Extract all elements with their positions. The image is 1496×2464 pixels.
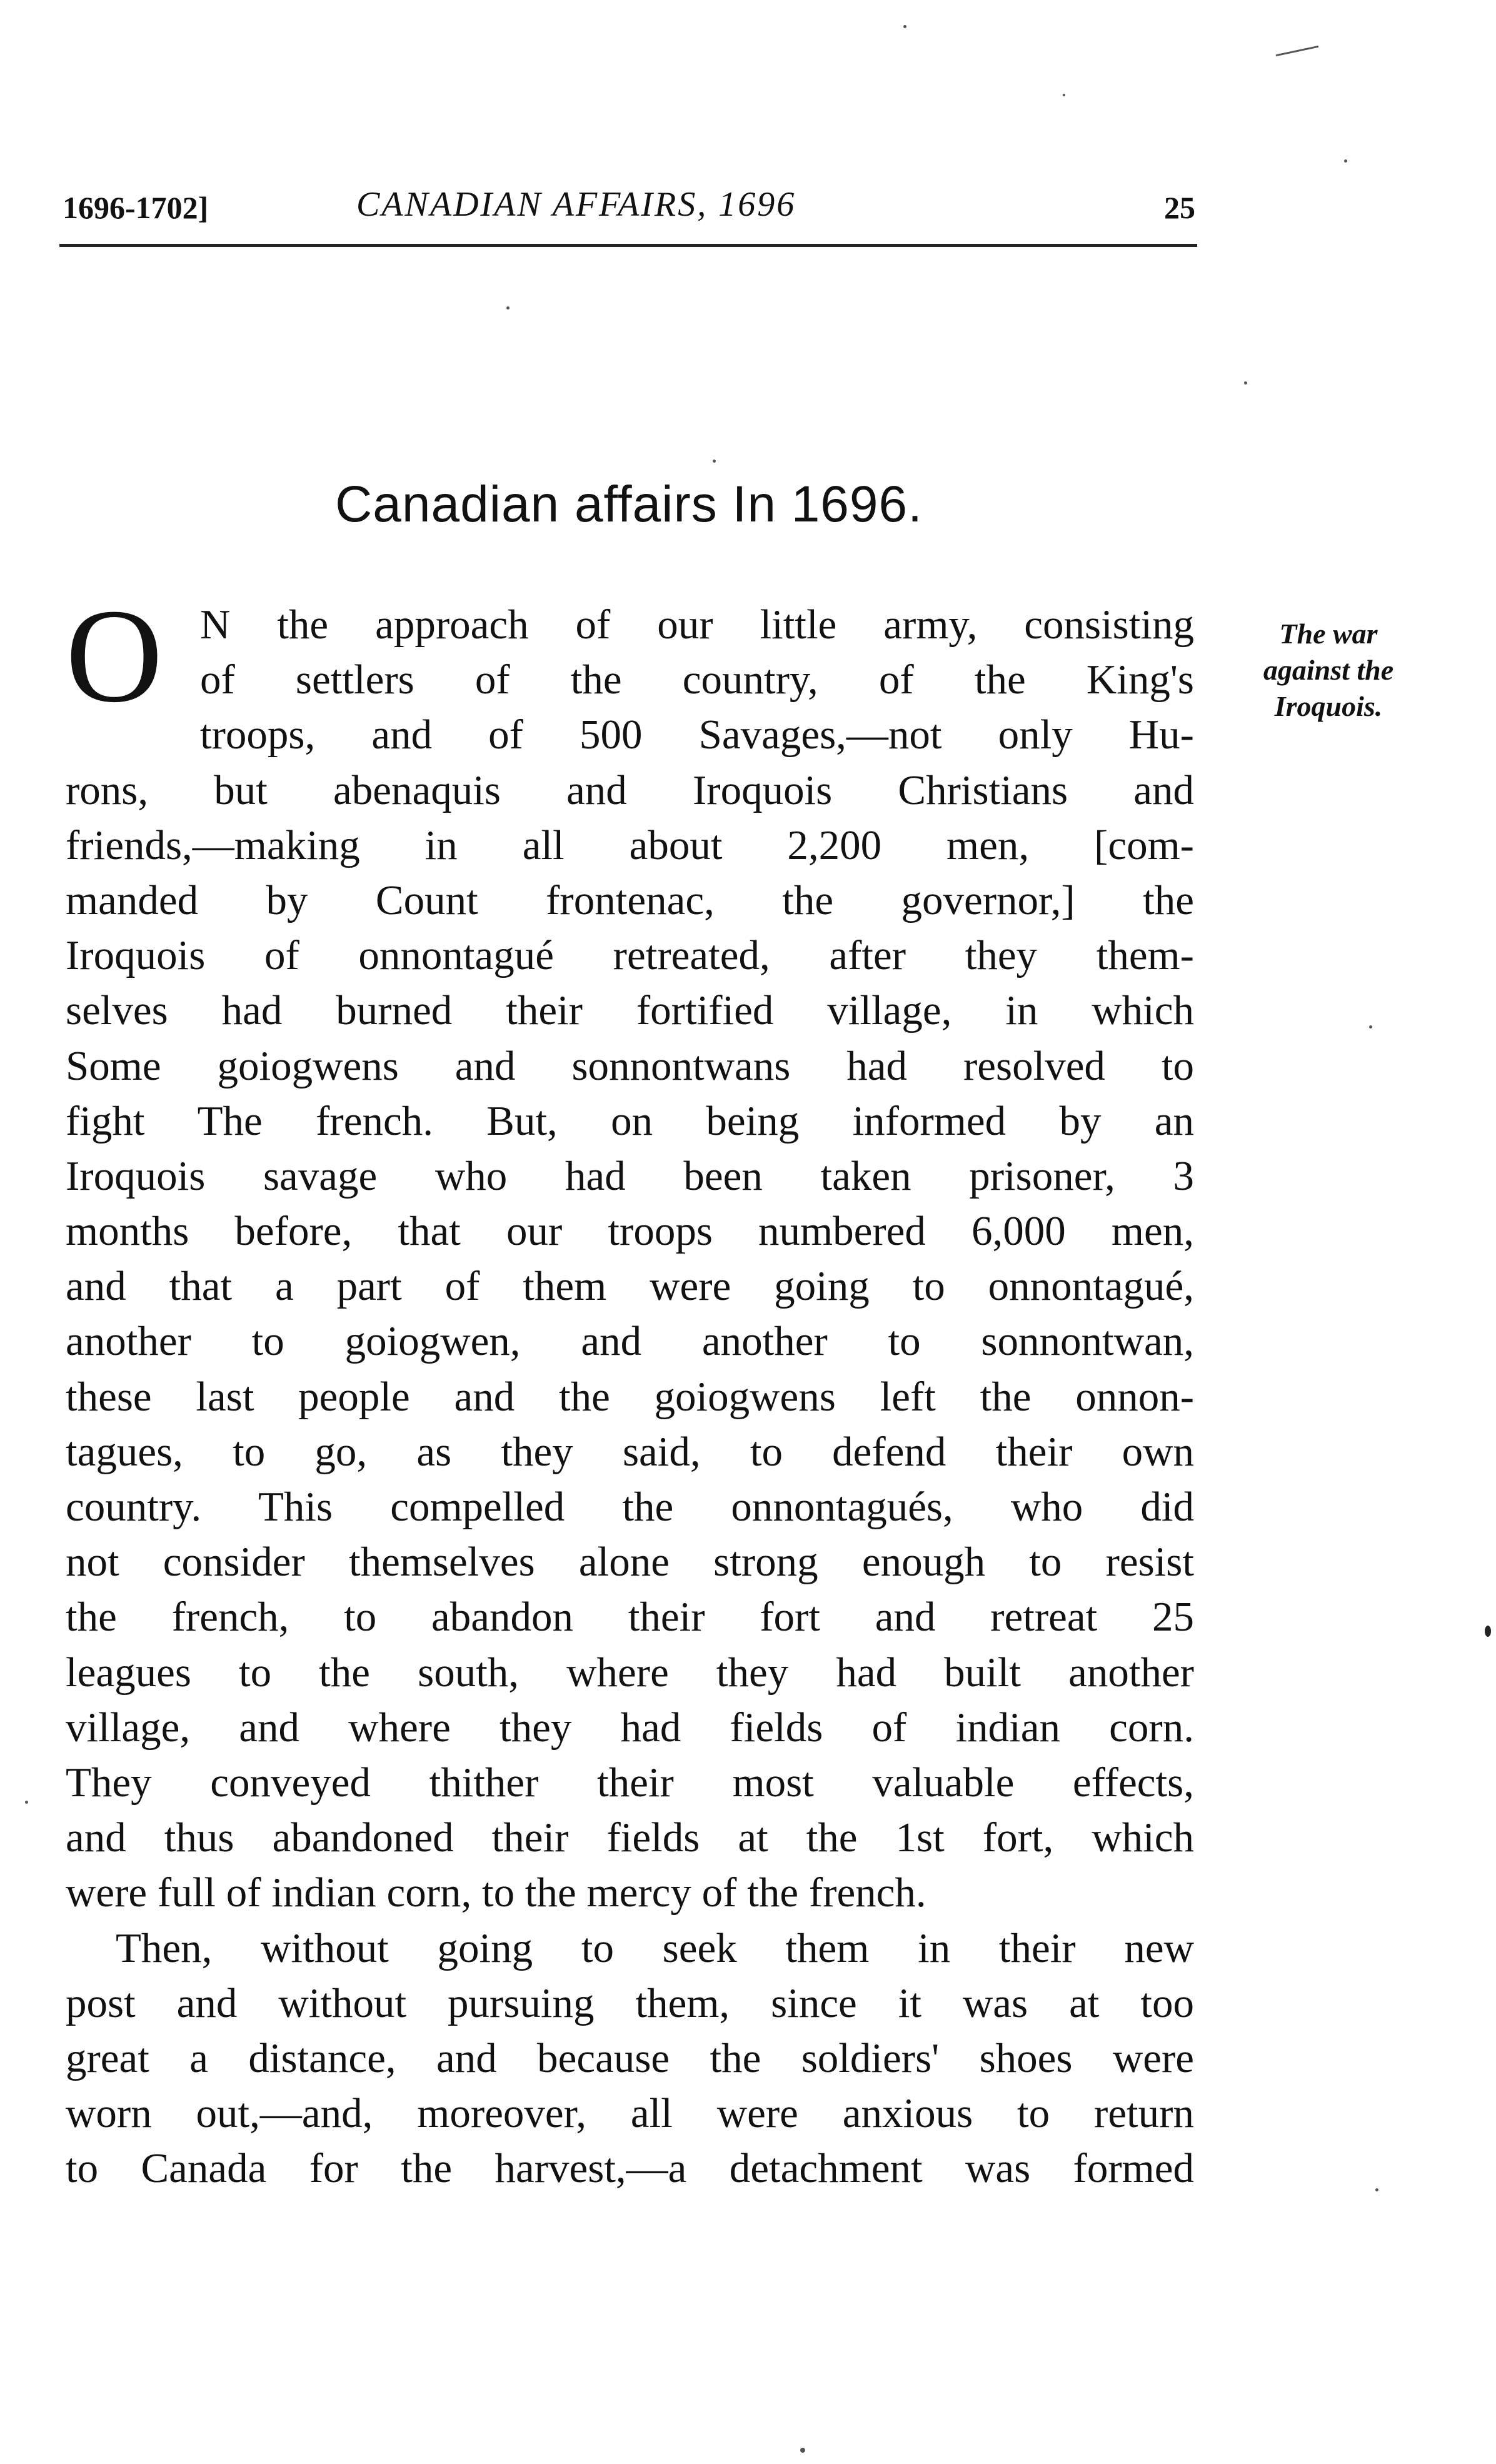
text-line: rons, but abenaquis and Iroquois Christians and xyxy=(66,767,1194,813)
scan-speck xyxy=(25,1801,28,1804)
scan-speck xyxy=(1375,2188,1378,2191)
text-line: selves had burned their fortified village, in which xyxy=(66,987,1194,1034)
scan-speck xyxy=(1369,1025,1372,1028)
chapter-title: Canadian affairs In 1696. xyxy=(335,476,923,533)
text-line: Iroquois savage who had been taken prisoner, 3 xyxy=(66,1152,1194,1199)
running-head-date-range: 1696-1702] xyxy=(63,190,209,225)
body-text xyxy=(66,581,1194,2196)
text-line: village, and where they had fields of indian corn. xyxy=(66,1704,1194,1751)
text-line: troops, and of 500 Savages,—not only Hu- xyxy=(200,712,1194,758)
text-line: months before, that our troops numbered 6,000 men, xyxy=(66,1208,1194,1255)
scan-speck xyxy=(800,2448,805,2453)
text-line: to Canada for the harvest,—a detachment was formed xyxy=(66,2145,1194,2192)
text-line: friends,—making in all about 2,200 men, [com- xyxy=(66,822,1194,868)
running-head xyxy=(63,184,1195,234)
page-number: 25 xyxy=(1164,190,1195,225)
scan-speck xyxy=(1244,381,1247,385)
text-line: Some goiogwens and sonnontwans had resolved to xyxy=(66,1042,1194,1089)
scan-speck xyxy=(506,306,510,309)
text-line: and thus abandoned their fields at the 1st fort, which xyxy=(66,1814,1194,1861)
text-line: tagues, to go, as they said, to defend their own xyxy=(66,1428,1194,1475)
text-line: N the approach of our little army, consisting xyxy=(200,601,1194,648)
text-line: worn out,—and, moreover, all were anxious to return xyxy=(66,2090,1194,2137)
sidenote-line: against the xyxy=(1263,654,1394,686)
text-line: They conveyed thither their most valuable effects, xyxy=(66,1759,1194,1806)
text-line: country. This compelled the onnontagués, who did xyxy=(66,1484,1194,1530)
text-line: another to goiogwen, and another to sonnontwan, xyxy=(66,1318,1194,1365)
text-line: fight The french. But, on being informed by an xyxy=(66,1097,1194,1144)
sidenote-line: Iroquois. xyxy=(1274,690,1383,722)
text-line: these last people and the goiogwens left the onnon- xyxy=(66,1373,1194,1420)
header-rule xyxy=(59,244,1197,247)
text-line: great a distance, and because the soldiers' shoes were xyxy=(66,2034,1194,2081)
scan-speck xyxy=(1485,1626,1491,1637)
scan-speck xyxy=(1344,159,1347,163)
scan-speck xyxy=(903,25,906,28)
sidenote-line: The war xyxy=(1279,618,1378,650)
text-line: leagues to the south, where they had built another xyxy=(66,1649,1194,1696)
text-line: the french, to abandon their fort and retreat 25 xyxy=(66,1594,1194,1641)
text-line: post and without pursuing them, since it was at too xyxy=(66,1979,1194,2026)
text-line: not consider themselves alone strong enough to resist xyxy=(66,1539,1194,1586)
text-line: were full of indian corn, to the mercy of the french. xyxy=(66,1869,926,1916)
text-line: and that a part of them were going to onnontagué, xyxy=(66,1263,1194,1310)
drop-cap: O xyxy=(66,581,163,730)
scan-speck xyxy=(713,460,716,463)
sidenote xyxy=(1216,616,1441,725)
text-line: Then, without going to seek them in their new xyxy=(116,1924,1194,1971)
text-line: of settlers of the country, of the King's xyxy=(200,656,1194,703)
text-line: Iroquois of onnontagué retreated, after they them- xyxy=(66,932,1194,979)
scan-speck xyxy=(1275,46,1318,56)
text-line: manded by Count frontenac, the governor,] the xyxy=(66,877,1194,923)
scan-speck xyxy=(1063,94,1065,96)
running-head-title: CANADIAN AFFAIRS, 1696 xyxy=(356,185,796,224)
